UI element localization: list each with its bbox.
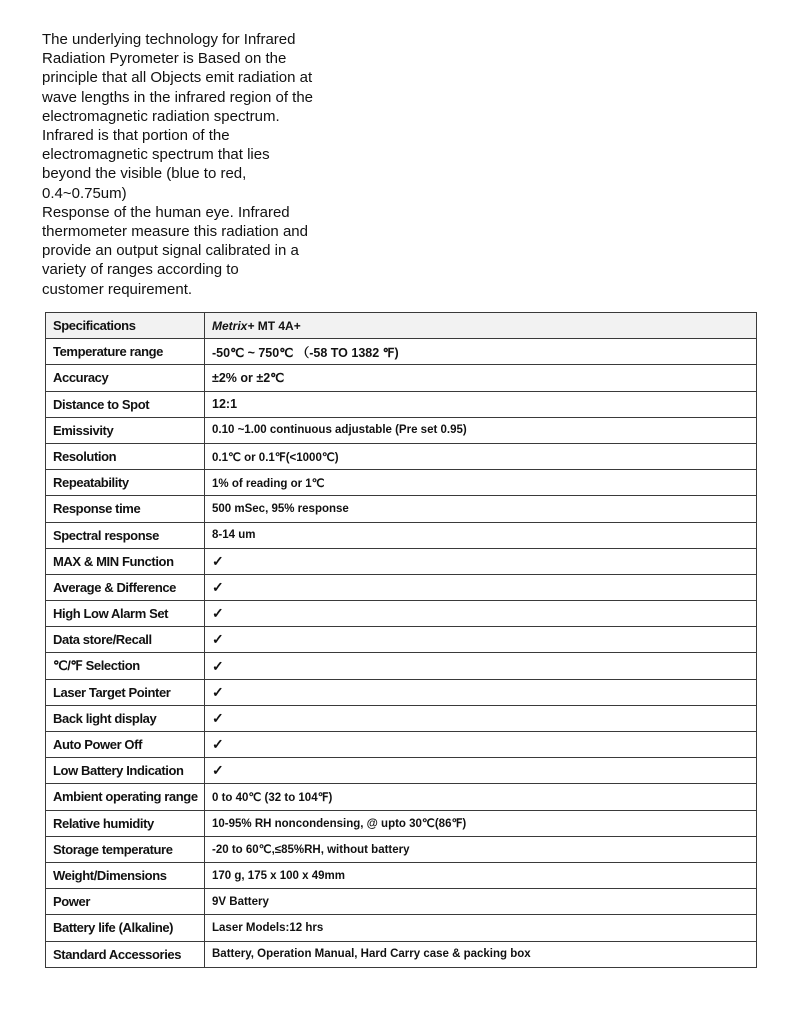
- intro-line: electromagnetic radiation spectrum.: [42, 107, 280, 125]
- table-row: [46, 470, 757, 496]
- spec-value: 500 mSec, 95% response: [205, 496, 757, 522]
- table-row: [46, 574, 757, 600]
- intro-paragraph: [42, 30, 342, 299]
- checkmark-icon: ✓: [205, 627, 757, 653]
- intro-line: Infrared is that portion of the: [42, 127, 230, 145]
- header-label: Specifications: [46, 313, 205, 339]
- checkmark-icon: ✓: [205, 574, 757, 600]
- table-row: [46, 784, 757, 810]
- spec-value: Battery, Operation Manual, Hard Carry case & packing box: [205, 941, 757, 967]
- spec-label: Auto Power Off: [46, 732, 205, 758]
- intro-line: thermometer measure this radiation and: [42, 223, 308, 241]
- intro-line: beyond the visible (blue to red,: [42, 165, 247, 183]
- table-row: [46, 758, 757, 784]
- intro-line: provide an output signal calibrated in a: [42, 242, 299, 260]
- intro-line: customer requirement.: [42, 280, 193, 298]
- spec-value: -50℃ ~ 750℃ （-58 TO 1382 ℉): [205, 339, 757, 365]
- spec-label: Average & Difference: [46, 574, 205, 600]
- spec-label: Storage temperature: [46, 836, 205, 862]
- spec-label: Weight/Dimensions: [46, 862, 205, 888]
- table-row: [46, 548, 757, 574]
- spec-value: 0.10 ~1.00 continuous adjustable (Pre set 0.95): [205, 417, 757, 443]
- spec-value: 170 g, 175 x 100 x 49mm: [205, 862, 757, 888]
- spec-label: Distance to Spot: [46, 391, 205, 417]
- spec-label: Laser Target Pointer: [46, 679, 205, 705]
- table-row: [46, 810, 757, 836]
- table-row: [46, 417, 757, 443]
- checkmark-icon: ✓: [205, 732, 757, 758]
- table-row: [46, 443, 757, 469]
- spec-label: High Low Alarm Set: [46, 601, 205, 627]
- spec-label: Back light display: [46, 705, 205, 731]
- intro-line: wave lengths in the infrared region of the: [42, 88, 314, 106]
- table-row: [46, 601, 757, 627]
- spec-label: Low Battery Indication: [46, 758, 205, 784]
- table-row: [46, 705, 757, 731]
- specifications-table: [45, 312, 757, 968]
- table-header-row: [46, 313, 757, 339]
- table-row: [46, 653, 757, 679]
- header-model: [205, 313, 757, 339]
- spec-label: Emissivity: [46, 417, 205, 443]
- spec-label: Spectral response: [46, 522, 205, 548]
- spec-label: Power: [46, 889, 205, 915]
- spec-label: ℃/℉ Selection: [46, 653, 205, 679]
- checkmark-icon: ✓: [205, 653, 757, 679]
- checkmark-icon: ✓: [205, 758, 757, 784]
- spec-label: Resolution: [46, 443, 205, 469]
- spec-label: MAX & MIN Function: [46, 548, 205, 574]
- model-name: MT 4A+: [254, 318, 301, 333]
- table-row: [46, 732, 757, 758]
- intro-line: Radiation Pyrometer is Based on the: [42, 50, 287, 68]
- table-row: [46, 627, 757, 653]
- spec-label: Data store/Recall: [46, 627, 205, 653]
- table-row: [46, 889, 757, 915]
- table-row: [46, 496, 757, 522]
- spec-label: Response time: [46, 496, 205, 522]
- table-row: [46, 522, 757, 548]
- checkmark-icon: ✓: [205, 548, 757, 574]
- checkmark-icon: ✓: [205, 705, 757, 731]
- intro-line: 0.4~0.75um): [42, 184, 127, 202]
- spec-value: 0 to 40℃ (32 to 104℉): [205, 784, 757, 810]
- table-row: [46, 391, 757, 417]
- spec-label: Relative humidity: [46, 810, 205, 836]
- intro-line: The underlying technology for Infrared: [42, 31, 296, 48]
- table-row: [46, 365, 757, 391]
- table-row: [46, 915, 757, 941]
- spec-label: Accuracy: [46, 365, 205, 391]
- spec-value: 10-95% RH noncondensing, @ upto 30℃(86℉): [205, 810, 757, 836]
- spec-value: 9V Battery: [205, 889, 757, 915]
- intro-line: variety of ranges according to: [42, 261, 239, 279]
- checkmark-icon: ✓: [205, 601, 757, 627]
- table-row: [46, 862, 757, 888]
- spec-value: 8-14 um: [205, 522, 757, 548]
- spec-value: 0.1℃ or 0.1℉(<1000℃): [205, 443, 757, 469]
- spec-label: Battery life (Alkaline): [46, 915, 205, 941]
- spec-value: Laser Models:12 hrs: [205, 915, 757, 941]
- spec-label: Repeatability: [46, 470, 205, 496]
- checkmark-icon: ✓: [205, 679, 757, 705]
- table-row: [46, 339, 757, 365]
- table-row: [46, 679, 757, 705]
- spec-label: Temperature range: [46, 339, 205, 365]
- spec-value: ±2% or ±2℃: [205, 365, 757, 391]
- spec-value: 1% of reading or 1℃: [205, 470, 757, 496]
- spec-label: Ambient operating range: [46, 784, 205, 810]
- intro-line: principle that all Objects emit radiation at: [42, 69, 313, 87]
- intro-line: Response of the human eye. Infrared: [42, 203, 290, 221]
- spec-label: Standard Accessories: [46, 941, 205, 967]
- table-row: [46, 836, 757, 862]
- spec-value: -20 to 60℃,≤85%RH, without battery: [205, 836, 757, 862]
- spec-value: 12:1: [205, 391, 757, 417]
- table-row: [46, 941, 757, 967]
- intro-line: electromagnetic spectrum that lies: [42, 146, 270, 164]
- brand-name: Metrix+: [212, 318, 255, 333]
